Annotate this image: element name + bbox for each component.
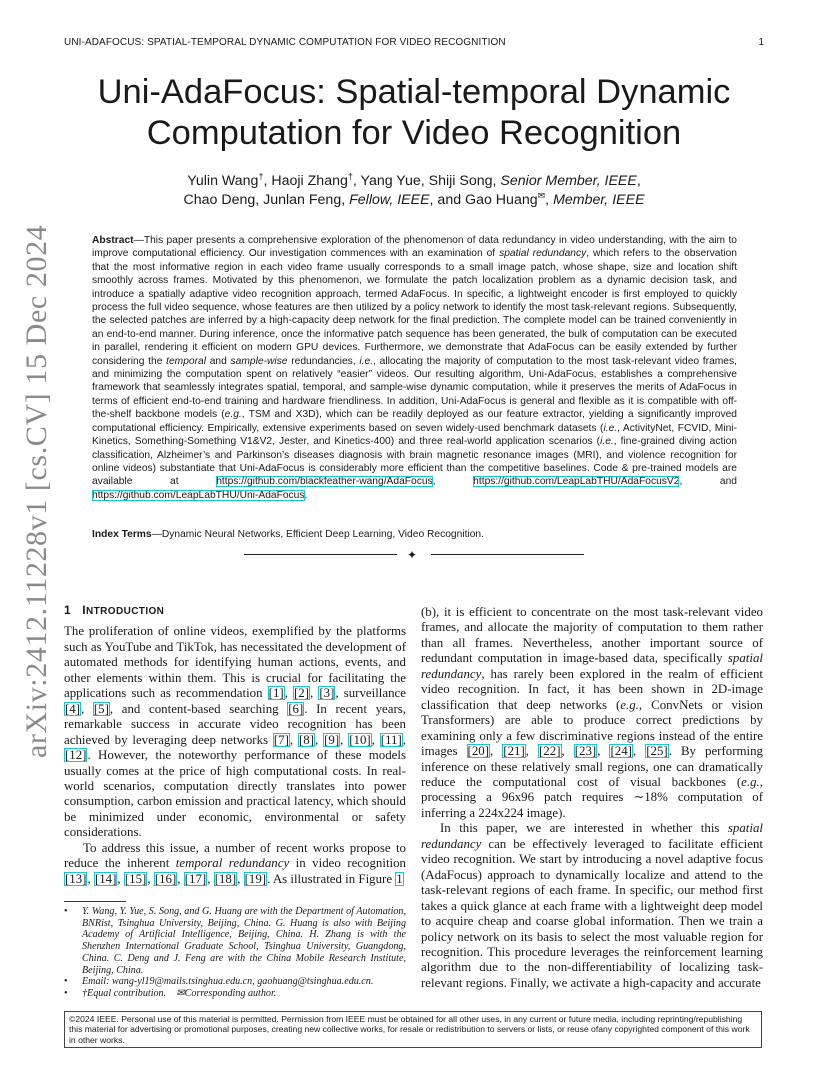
citation-link[interactable]: [22] — [539, 744, 561, 759]
author-role: Fellow, IEEE — [349, 192, 430, 208]
abstract-label: Abstract — [92, 235, 134, 246]
body-text: , ConvNets or vision Transformers) are able to produce correct predictions by examining only a few discriminative regions instead of the entire images — [421, 697, 763, 759]
index-terms-label: Index Terms — [92, 529, 152, 540]
abstract-emph: e.g. — [224, 409, 242, 421]
dagger-mark: † — [258, 171, 264, 182]
abstract-text: redundancies, — [287, 355, 360, 367]
author-name: Yulin Wang — [187, 173, 259, 189]
citation-link[interactable]: [1] — [268, 686, 284, 701]
abstract-text: , which refers to the observation that the most informative region in each video frame usually corresponds to a small image patch, whose shape, size and location shift smoothly across frames. Motivated by this phenomenon, we formulate the patch localization problem as a dynamic decision task, and introduce a spatially adaptive video recognition approach, termed AdaFocus. In specific, a lightweight encoder is first employed to quickly process the full video sequence, whose features are then utilized by a policy network to identify the most task-relevant regions. Subsequently, the selected patches are inferred by a high-capacity deep network for the final prediction. The complete model can be trained conveniently in an end-to-end manner. During inference, once the informative patch sequence has been generated, the bulk of computation can be executed in parallel, rendering it efficient on modern GPU devices. Furthermore, we demonstrate that AdaFocus can be easily extended by further considering the — [92, 248, 737, 367]
index-terms — [92, 528, 737, 541]
abstract-text: , allocating the majority of computation to the most task-relevant video frames, and minimizing the computation spent on relatively “easier” videos. Our resulting algorithm, Uni-AdaFocus, establishes a comprehensive framework that seamlessly integrates spatial, temporal, and sample-wise dynamic computation, while it preserves the merits of AdaFocus in terms of efficient end-to-end training and hardware friendliness. In addition, Uni-AdaFocus is general and flexible as it is compatible with off-the-shelf backbone models ( — [92, 355, 737, 421]
paragraph: (b), it is efficient to concentrate on the most task-relevant video frames, and allocate the majority of computation to them rather than all frames. Nevertheless, another important source of redundant computation in image-based data, specifically spatial redundancy, has rarely been explored in the realm of efficient video recognition. In fact, it has been shown in 2D-image classification that deep networks (e.g., ConvNets or vision Transformers) are able to produce correct predictions by examining only a few discriminative regions instead of the entire images [20], [21], [22], [23], [24], [25]. By performing inference on these relatively small regions, one can dramatically reduce the computational cost of visual backbones (e.g., processing a 96x96 patch requires ∼18% computation of inferring a 224x224 image). — [421, 605, 763, 820]
abstract-text: , and — [679, 476, 737, 488]
body-emph: spatial redundancy — [421, 651, 763, 681]
citation-link[interactable]: [4] — [65, 701, 81, 716]
dagger-mark: † — [347, 171, 353, 182]
title-line-2: Computation for Video Recognition — [146, 114, 682, 152]
footnote-rule — [64, 901, 126, 902]
code-link-uni-adafocus[interactable]: https://github.com/LeapLabTHU/Uni-AdaFocus — [92, 489, 305, 501]
citation-link[interactable]: [19] — [244, 871, 267, 886]
footnote-text: Email: wang-yl19@mails.tsinghua.edu.cn, gaohuang@tsinghua.edu.cn. — [82, 976, 374, 988]
arxiv-stamp: arXiv:2412.11228v1 [cs.CV] 15 Dec 2024 — [20, 224, 53, 758]
paragraph: To address this issue, a number of recent works propose to reduce the inherent temporal redundancy in video recognition [13], [14], [15], [16], [17], [18], [19]. As illustrated in Figure 1 — [64, 840, 406, 886]
citation-link[interactable]: [23] — [574, 744, 597, 759]
paragraph — [421, 821, 763, 991]
footnote-email — [64, 976, 406, 988]
author-separator: , and — [429, 192, 466, 208]
citation-link[interactable]: [20] — [467, 744, 490, 759]
footnote-text: †Equal contribution. — [82, 987, 167, 999]
index-terms-text: Dynamic Neural Networks, Efficient Deep Learning, Video Recognition. — [161, 529, 484, 540]
bullet-icon: • — [64, 976, 68, 988]
bullet-icon: • — [64, 987, 68, 999]
author-list — [64, 172, 764, 210]
footnote-text: Y. Wang, Y. Yue, S. Song, and G. Huang are with the Department of Automation, BNRist, Tsinghua University, Beijing, China. G. Huang is also with Beijing Academy of Artificial Intelligence, Beijing, China. H. Zhang is with the Shenzhen International Graduate School, Tsinghua University, Guangdong, China. C. Deng and J. Feng are with the China Mobile Research Institute, Beijing, China. — [82, 906, 406, 976]
code-link-adafocus[interactable]: https://github.com/blackfeather-wang/AdaFocus — [216, 476, 433, 488]
right-column — [421, 605, 763, 991]
citation-link[interactable]: [2] — [294, 686, 310, 701]
citation-link[interactable]: [6] — [288, 701, 304, 716]
body-text: . By performing inference on these relatively small regions, one can dramatically reduce the computational cost of visual backbones ( — [421, 744, 763, 789]
citation-link[interactable]: [15] — [124, 871, 147, 886]
body-text: in video recognition — [289, 856, 406, 871]
bullet-icon: • — [64, 906, 68, 917]
body-text: can be effectively leveraged to facilitate efficient video recognition. We start by introducing a novel adaptive focus (AdaFocus) approach to dynamically localize and attend to the task-relevant regions of each frame. In specific, our method first takes a quick glance at each frame with a lightweight deep model to acquire cheap and coarse global information. Then we train a policy network on its basis to select the most valuable region for recognition. This procedure leverages the reinforcement learning algorithm due to the non-differentiability of localizing task-relevant regions. Finally, we activate a high-capacity and accurate — [421, 836, 763, 990]
abstract-emph: i.e. — [359, 355, 374, 367]
abstract-text: . — [304, 489, 308, 501]
citation-link[interactable]: [3] — [319, 686, 335, 701]
abstract-text: This paper presents a comprehensive exploration of the phenomenon of data redundancy in video understanding, with the aim to improve computational efficiency. Our investigation commences with an examination of — [92, 235, 737, 260]
code-link-adafocusv2[interactable]: https://github.com/LeapLabTHU/AdaFocusV2 — [473, 476, 680, 488]
citation-link[interactable]: [25] — [646, 744, 668, 759]
envelope-icon: ✉ — [537, 190, 546, 201]
section-title-rest: NTRODUCTION — [86, 606, 165, 617]
body-text: , has rarely been explored in the realm of efficient video recognition. In fact, it has been shown in 2D-image classification that deep networks ( — [421, 666, 763, 712]
figure-link[interactable]: 1 — [396, 871, 403, 886]
author-name: Yang Yue, Shiji Song, — [360, 173, 501, 189]
body-text: The proliferation of online videos, exemplified by the platforms such as YouTube and TikTok, has necessitated the development of automated methods for identifying human actions, events, and other elements within them. This is crucial for facilitating the applications such as recommendation — [64, 624, 406, 701]
citation-link[interactable]: [12] — [65, 748, 87, 763]
abstract — [92, 234, 737, 502]
section-separator — [244, 548, 584, 562]
citation-link[interactable]: [8] — [299, 732, 315, 747]
author-name: Chao Deng, Junlan Feng, — [183, 192, 350, 208]
footnotes — [64, 906, 406, 1000]
abstract-text: , — [432, 476, 474, 488]
abstract-emph: i.e. — [603, 422, 618, 434]
section-number: 1 — [64, 603, 72, 617]
index-terms-dash: — — [151, 529, 162, 540]
body-text: To address this issue, a number of recent works propose to reduce the inherent — [64, 840, 406, 871]
body-emph: temporal redundancy — [175, 856, 290, 871]
left-column — [64, 603, 406, 887]
citation-link[interactable]: [24] — [610, 744, 632, 759]
footnote-affiliations — [64, 906, 406, 976]
citation-link[interactable]: [17] — [184, 871, 207, 886]
abstract-text: , ActivityNet, FCVID, Mini-Kinetics, Something-Something V1&V2, Jester, and Kinetics-400) and three real-world application scenarios ( — [92, 422, 738, 448]
abstract-text: and — [206, 355, 231, 367]
paragraph: The proliferation of online videos, exemplified by the platforms such as YouTube and TikTok, has necessitated the development of automated methods for identifying human actions, events, and other elements within them. This is crucial for facilitating the applications such as recommendation [1], [2], [3], surveillance [4], [5], and content-based searching [6]. In recent years, remarkable success in accurate video recognition has been achieved by leveraging deep networks [7], [8], [9], [10], [11], [12]. However, the noteworthy performance of these models usually comes at the price of high computational costs. In real-world scenarios, computation directly translates into power consumption, carbon emission and practical latency, which should be minimized under economic, environmental or safety considerations. — [64, 624, 407, 840]
abstract-text: , fine-grained diving action classification, Alzheimer’s and Parkinson’s diseases diagnosis with brain magnetic resonance images (MRI), and violence recognition for online videos) substantiate that Uni-AdaFocus is considerably more efficient than the competitive baselines. Code & pre-trained models are available at — [92, 436, 737, 488]
body-emph: e.g. — [741, 774, 760, 789]
body-text: . In recent years, remarkable success in accurate video recognition has been achieved by leveraging deep networks — [64, 701, 406, 747]
author-separator: , — [263, 173, 272, 189]
body-text: . However, the noteworthy performance of these models usually comes at the price of high computational costs. In real-world scenarios, computation directly translates into power consumption, carbon emission and practical latency, which should be minimized under economic, environmental or safety considerations. — [64, 748, 406, 840]
body-text: In this paper, we are interested in whether this — [440, 821, 728, 836]
separator-diamond-icon: ✦ — [407, 548, 418, 562]
copyright-notice: ©2024 IEEE. Personal use of this material is permitted. Permission from IEEE must be obtained for all other uses, in any current or future media, including reprinting/republishing this material for advertising or promotional purposes, creating new collective works, for resale or redistribution to servers or lists, or reuse ofany copyrighted component of this work in other works. — [64, 1011, 762, 1048]
separator-line-left — [244, 554, 397, 555]
citation-link[interactable]: [9] — [324, 732, 340, 747]
citation-link[interactable]: [18] — [214, 871, 237, 886]
body-text: . As illustrated in Figure — [267, 871, 396, 886]
page-number: 1 — [758, 37, 764, 48]
section-heading — [64, 603, 406, 619]
section-title-initial: I — [82, 603, 87, 617]
author-role: Senior Member, IEEE — [500, 173, 637, 189]
body-text: (b), it is efficient to concentrate on the most task-relevant video frames, and allocate the majority of computation to them rather than all frames. Nevertheless, another important source of redundant computation in image-based data, specifically — [421, 605, 763, 666]
footnote-text: ✉Corresponding author. — [176, 987, 277, 999]
body-emph: spatial redundancy — [421, 821, 763, 851]
title-line-1: Uni-AdaFocus: Spatial-temporal Dynamic — [97, 73, 731, 111]
author-name: Gao Huang — [465, 192, 538, 208]
citation-link[interactable]: [14] — [94, 871, 117, 886]
footnote-contribution — [64, 988, 406, 1000]
separator-line-right — [431, 554, 584, 555]
abstract-emph: temporal — [166, 355, 206, 367]
abstract-emph: i.e. — [600, 436, 614, 448]
abstract-emph: spatial redundancy — [499, 248, 587, 260]
citation-link[interactable]: [11] — [380, 732, 402, 747]
citation-link[interactable]: [7] — [273, 732, 289, 747]
author-role: Member, IEEE — [553, 192, 645, 208]
author-separator: , — [545, 192, 554, 208]
citation-link[interactable]: [13] — [65, 871, 87, 886]
citation-link[interactable]: [16] — [154, 871, 177, 886]
running-head: UNI-ADAFOCUS: SPATIAL-TEMPORAL DYNAMIC COMPUTATION FOR VIDEO RECOGNITION — [64, 37, 506, 48]
body-text: , surveillance — [335, 686, 406, 701]
abstract-text: , TSM and X3D), which can be readily deployed as our feature extractor, yielding a significantly improved computational efficiency. Empirically, extensive experiments based on seven widely-used benchmark datasets ( — [92, 409, 737, 434]
author-separator: , — [352, 173, 361, 189]
paper-title — [64, 72, 764, 154]
citation-link[interactable]: [10] — [349, 732, 371, 747]
abstract-dash: — — [133, 235, 144, 246]
body-text: , processing a 96x96 patch requires ∼18% computation of inferring a 224x224 image). — [421, 774, 763, 820]
body-emph: e.g. — [620, 697, 639, 712]
author-name: Haoji Zhang — [271, 173, 348, 189]
author-separator: , — [636, 173, 641, 189]
citation-link[interactable]: [5] — [93, 701, 109, 716]
abstract-emph: sample-wise — [230, 355, 288, 367]
citation-link[interactable]: [21] — [503, 744, 525, 759]
body-text: , and content-based searching — [109, 701, 288, 716]
